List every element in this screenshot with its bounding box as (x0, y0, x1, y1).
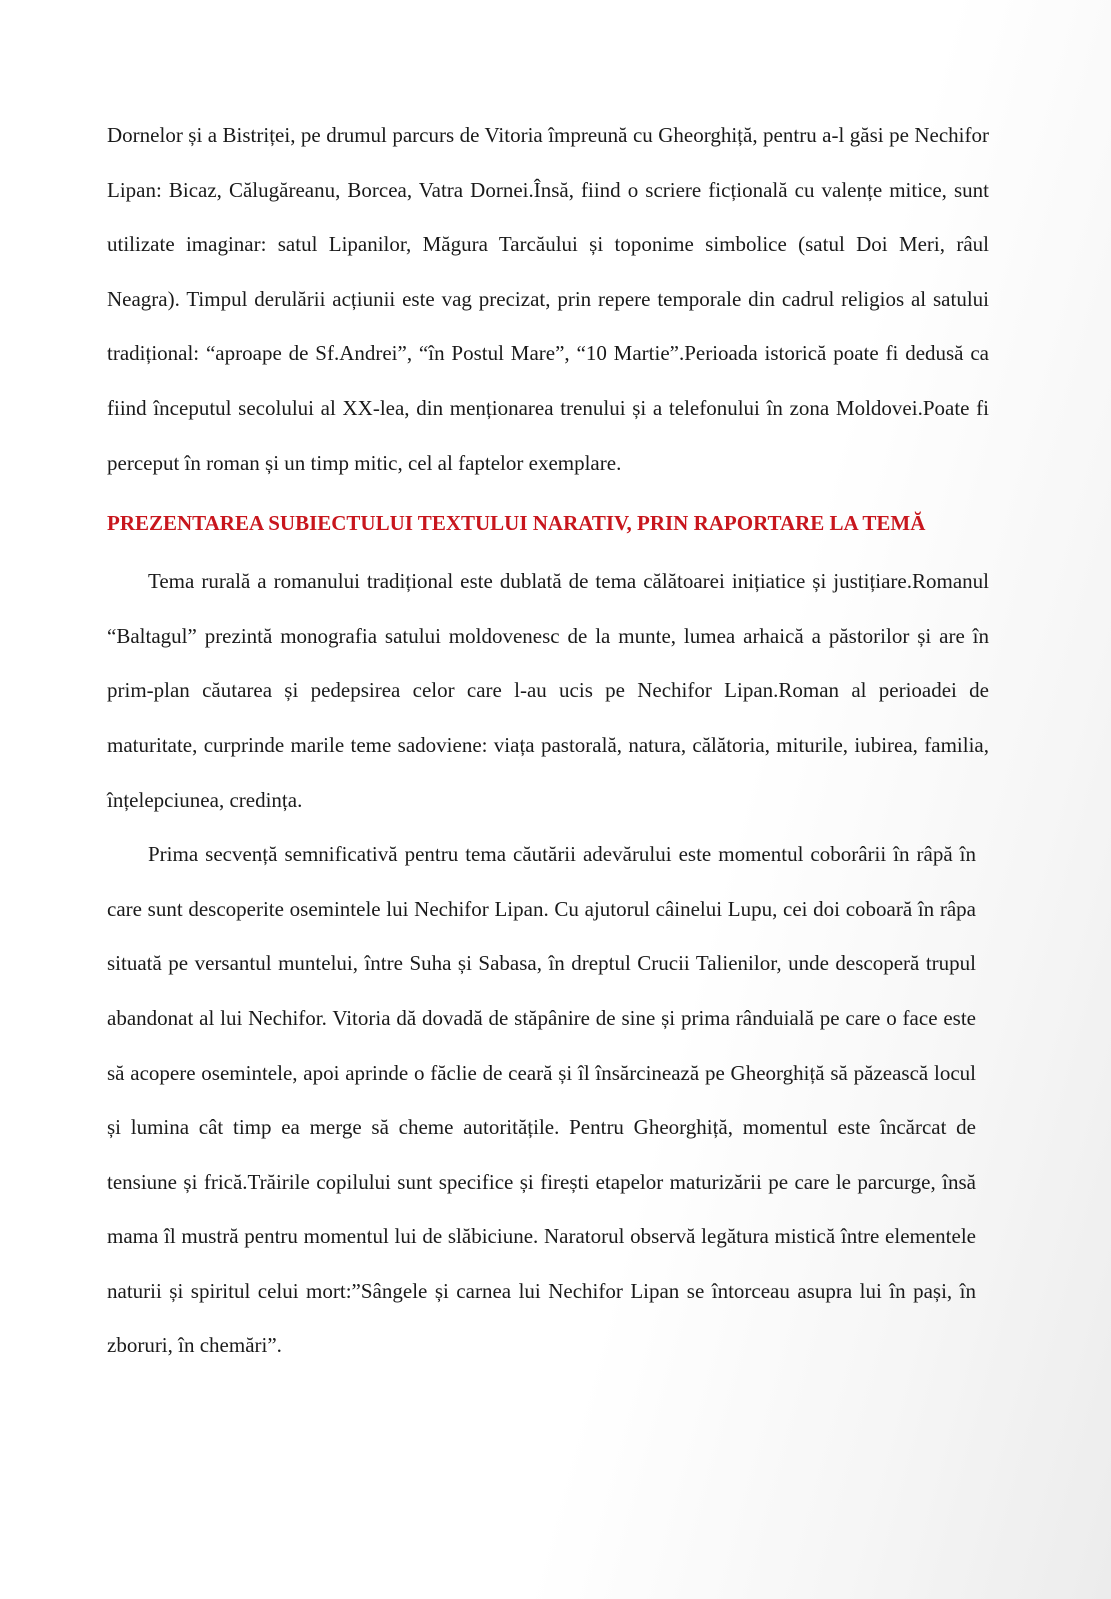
intro-paragraph: Dornelor și a Bistriței, pe drumul parcurs de Vitoria împreună cu Gheorghiță, pentru a-l găsi pe Nechifor Lipan: Bicaz, Călugăreanu, Borcea, Vatra Dornei.Însă, fiind o scriere ficțională cu valențe mitice, sunt utilizate imaginar: satul Lipanilor, Măgura Tarcăului și toponime simbolice (satul Doi Meri, râul Neagra). Timpul derulării acțiunii este vag precizat, prin repere temporale din cadrul religios al satului tradițional: “aproape de Sf.Andrei”, “în Postul Mare”, “10 Martie”.Perioada istorică poate fi dedusă ca fiind începutul secolului al XX-lea, din menționarea trenului și a telefonului în zona Moldovei.Poate fi perceput în roman și un timp mitic, cel al faptelor exemplare. (107, 123, 989, 475)
section-heading: PREZENTAREA SUBIECTULUI TEXTULUI NARATIV, PRIN RAPORTARE LA TEMĂ (107, 511, 926, 536)
first-sequence-paragraph: Prima secvență semnificativă pentru tema căutării adevărului este momentul coborârii în râpă în care sunt descoperite osemintele lui Nechifor Lipan. Cu ajutorul câinelui Lupu, cei doi coboară în râpa situată pe versantul muntelui, între Suha și Sabasa, în dreptul Crucii Talienilor, unde descoperă trupul abandonat al lui Nechifor. Vitoria dă dovadă de stăpânire de sine și prima rânduială pe care o face este să acopere osemintele, apoi aprinde o făclie de ceară și îl însărcinează pe Gheorghiță să păzească locul și lumina cât timp ea merge să cheme autoritățile. Pentru Gheorghiță, momentul este încărcat de tensiune și frică.Trăirile copilului sunt specifice și firești etapelor maturizării pe care le parcurge, însă mama îl mustră pentru momentul lui de slăbiciune. Naratorul observă legătura mistică între elementele naturii și spiritul celui mort:”Sângele și carnea lui Nechifor Lipan se întorceau asupra lui în pași, în zboruri, în chemări”. (107, 842, 976, 1358)
document-page (107, 108, 989, 1373)
theme-paragraph: Tema rurală a romanului tradițional este dublată de tema călătoarei inițiatice și justițiare.Romanul “Baltagul” prezintă monografia satului moldovenesc de la munte, lumea arhaică a păstorilor și are în prim-plan căutarea și pedepsirea celor care l-au ucis pe Nechifor Lipan.Roman al perioadei de maturitate, curprinde marile teme sadoviene: viața pastorală, natura, călătoria, miturile, iubirea, familia, înțelepciunea, credința. (107, 569, 989, 812)
